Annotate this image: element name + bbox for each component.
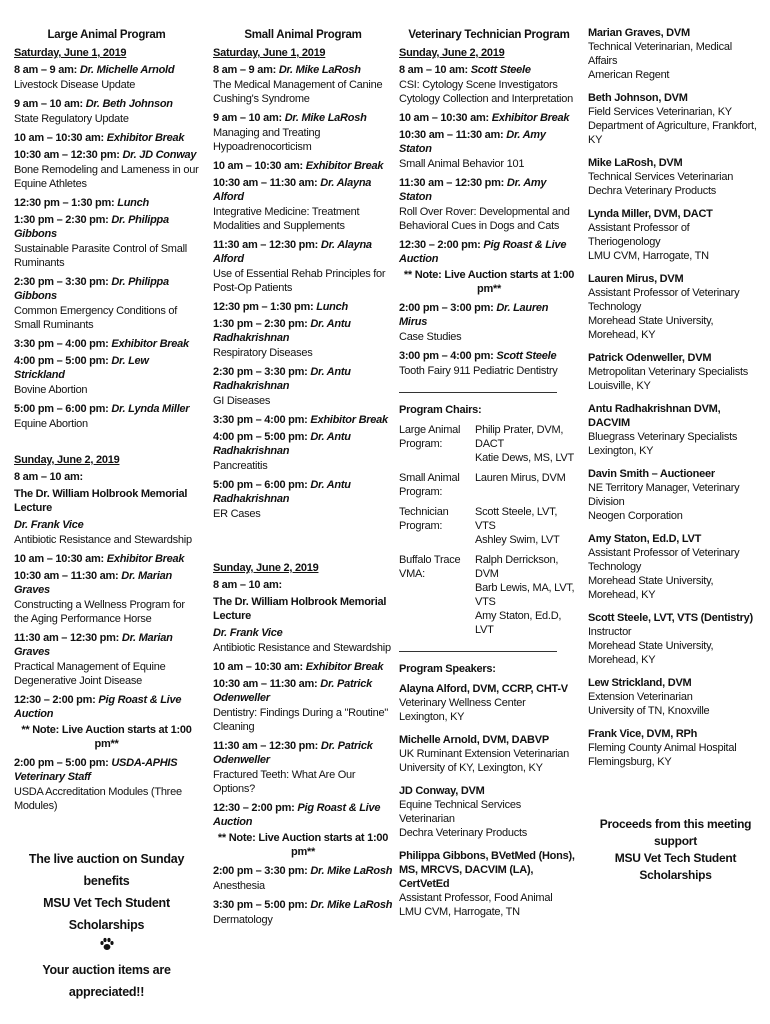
small-sunday-time: 8 am – 10 am: [213,579,282,591]
small-saturday-heading: Saturday, June 1, 2019 [213,47,326,59]
session-time: 10:30 am – 11:30 am: [213,177,318,189]
session-time: 2:30 pm – 3:30 pm: [14,276,109,288]
session-time: 12:30 pm – 1:30 pm: [14,197,115,209]
session-speaker: Exhibitor Break [106,553,185,565]
session-speaker: Scott Steele [496,350,557,362]
large-memorial-lecture: The Dr. William Holbrook Memorial Lecture [14,488,188,514]
session-speaker: Dr. Amy Staton [399,177,547,203]
session-time: 4:00 pm – 5:00 pm: [14,355,109,367]
session-time-line [14,148,199,162]
chair-names [475,471,566,499]
session-speaker: Exhibitor Break [310,414,388,426]
session-time-line [213,478,393,506]
speaker-affiliation: American Regent [588,69,670,81]
speaker-affiliation: Assistant Professor of Veterinary Technology [588,287,740,313]
session-time: 8 am – 9 am: [213,64,277,76]
session-speaker: Lunch [117,197,149,209]
session-topic: Use of Essential Rehab Principles for Post-Op Patients [213,268,386,294]
program-chair-row [399,471,579,499]
session-time: 10:30 am – 12:30 pm: [14,149,120,161]
large-saturday-heading: Saturday, June 1, 2019 [14,47,127,59]
chair-name: Katie Dews, MS, LVT [475,452,574,464]
session-time-line [14,402,199,416]
chair-name: Lauren Mirus, DVM [475,472,566,484]
session-time: 5:00 pm – 6:00 pm: [14,403,109,415]
speaker-name: Patrick Odenweller, DVM [588,352,712,364]
session-time-line [399,301,579,329]
session-topic: Bone Remodeling and Lameness in our Equine Athletes [14,164,199,190]
session-topic: Sustainable Parasite Control of Small Ruminants [14,243,187,269]
session-topic: Tooth Fairy 911 Pediatric Dentistry [399,365,558,377]
small-saturday-schedule [213,63,393,521]
speaker-affiliation: University of TN, Knoxville [588,705,710,717]
divider [399,392,557,393]
session-topic: GI Diseases [213,395,271,407]
session-time-line [399,349,579,363]
session-speaker: Dr. Amy Staton [399,129,546,155]
session-speaker: Dr. Mike LaRosh [278,64,361,76]
session-time: 3:30 pm – 5:00 pm: [213,899,308,911]
session-time: 12:30 – 2:00 pm: [399,239,481,251]
speaker-name: Alayna Alford, DVM, CCRP, CHT-V [399,683,568,695]
session-time-line [213,365,393,393]
session-time-line [14,275,199,303]
session-topic: Small Animal Behavior 101 [399,158,525,170]
small-memorial-speaker: Dr. Frank Vice [213,627,283,639]
session-topic: Managing and Treating Hypoadrenocorticism [213,127,321,153]
speaker-name: Marian Graves, DVM [588,27,690,39]
speaker-name: Lew Strickland, DVM [588,677,692,689]
speaker-affiliation: NE Territory Manager, Veterinary Division [588,482,740,508]
large-animal-header: Large Animal Program [47,29,166,41]
session-time-line [399,238,579,266]
speaker-entry [399,784,579,840]
proceeds-line-1: Proceeds from this meeting support [599,817,752,848]
speaker-affiliation: Morehead State University, Morehead, KY [588,315,714,341]
session-speaker: Exhibitor Break [305,160,384,172]
session-speaker: Dr. Antu Radhakrishnan [213,318,351,344]
session-time-line [213,111,393,125]
chair-role: Buffalo Trace VMA: [399,554,461,580]
session-speaker: Exhibitor Break [491,112,570,124]
vet-tech-column [399,20,579,928]
session-topic: Pancreatitis [213,460,268,472]
session-time: 2:00 pm – 3:30 pm: [213,865,308,877]
speaker-affiliation: Equine Technical Services Veterinarian [399,799,521,825]
session-speaker: Dr. Antu Radhakrishnan [213,431,351,457]
speaker-affiliation: Extension Veterinarian [588,691,693,703]
session-speaker: Scott Steele [470,64,531,76]
speaker-entry [588,727,763,769]
session-time-line [213,660,393,674]
session-time-line [213,63,393,77]
session-speaker: Dr. Patrick Odenweller [213,740,373,766]
large-sunday-schedule [14,552,199,813]
session-time-line [213,159,393,173]
session-time-line [213,677,393,705]
session-time-line [14,693,199,721]
speaker-name: JD Conway, DVM [399,785,485,797]
session-time: 12:30 – 2:00 pm: [213,802,295,814]
speaker-affiliation: LMU CVM, Harrogate, TN [399,906,520,918]
session-topic: Bovine Abortion [14,384,88,396]
session-time: 4:00 pm – 5:00 pm: [213,431,308,443]
session-time-line [213,317,393,345]
session-time: 2:00 pm – 3:00 pm: [399,302,494,314]
session-time-line [213,801,393,829]
paw-print-icon [14,936,199,959]
tech-sunday-schedule [399,63,579,378]
session-speaker: Dr. Beth Johnson [85,98,173,110]
speaker-entry [399,682,579,724]
session-topic: Constructing a Wellness Program for the Aging Performance Horse [14,599,185,625]
speaker-name: Scott Steele, LVT, VTS (Dentistry) [588,612,753,624]
session-speaker: Dr. Patrick Odenweller [213,678,372,704]
speaker-affiliation: Flemingsburg, KY [588,756,672,768]
speaker-affiliation: Fleming County Animal Hospital [588,742,737,754]
session-time: 10:30 am – 11:30 am: [14,570,119,582]
session-time-line [14,131,199,145]
speaker-affiliation: Metropolitan Veterinary Specialists [588,366,748,378]
session-time: 12:30 pm – 1:30 pm: [213,301,314,313]
program-speakers-list [399,682,579,919]
session-speaker: Exhibitor Break [106,132,185,144]
speaker-entry [588,676,763,718]
session-speaker: Dr. Antu Radhakrishnan [213,479,351,505]
session-topic: ER Cases [213,508,261,520]
chair-names [475,553,579,637]
session-topic: CSI: Cytology Scene Investigators Cytology Collection and Interpretation [399,79,573,105]
divider [399,651,557,652]
session-speaker: Dr. Marian Graves [14,632,173,658]
session-time: 10 am – 10:30 am: [399,112,489,124]
session-time: 1:30 pm – 2:30 pm: [213,318,308,330]
session-time: 10:30 am – 11:30 am: [399,129,504,141]
chair-role: Large Animal Program: [399,424,461,450]
chair-name: Philip Prater, DVM, DACT [475,424,564,450]
auction-callout [14,848,199,1003]
session-time-line [213,739,393,767]
speaker-name: Antu Radhakrishnan DVM, DACVIM [588,403,721,429]
session-time: 2:00 pm – 5:00 pm: [14,757,109,769]
speaker-entry [588,611,763,667]
large-animal-column [14,20,199,1003]
session-topic: Case Studies [399,331,462,343]
speaker-entry [588,207,763,263]
small-animal-header: Small Animal Program [244,29,362,41]
speaker-entry [588,532,763,602]
session-time-line [213,176,393,204]
speaker-affiliation: Louisville, KY [588,380,651,392]
session-time: 8 am – 10 am: [399,64,468,76]
session-time: 3:00 pm – 4:00 pm: [399,350,494,362]
speaker-affiliation: Assistant Professor of Theriogenology [588,222,690,248]
session-time: 10 am – 10:30 am: [213,160,303,172]
auction-callout-line-1: The live auction on Sunday benefits [28,852,185,888]
session-time-line [14,196,199,210]
session-topic: Equine Abortion [14,418,88,430]
speaker-affiliation: University of KY, Lexington, KY [399,762,543,774]
session-topic: Anesthesia [213,880,265,892]
session-time: 3:30 pm – 4:00 pm: [213,414,308,426]
large-saturday-schedule [14,63,199,431]
session-time: 10 am – 10:30 am: [14,553,104,565]
session-time-line [213,238,393,266]
session-topic: Livestock Disease Update [14,79,136,91]
program-speakers-list-continued [588,26,763,769]
program-chairs-title: Program Chairs: [399,404,482,416]
session-time-line [14,213,199,241]
speaker-name: Amy Staton, Ed.D, LVT [588,533,702,545]
small-memorial-lecture: The Dr. William Holbrook Memorial Lecture [213,596,387,622]
session-speaker: Dr. Mike LaRosh [284,112,367,124]
large-memorial-speaker: Dr. Frank Vice [14,519,84,531]
session-speaker: Dr. JD Conway [122,149,197,161]
session-time: 10 am – 10:30 am: [213,661,303,673]
session-topic: Roll Over Rover: Developmental and Behavioral Cues in Dogs and Cats [399,206,570,232]
session-speaker: Dr. Alayna Alford [213,177,372,203]
session-topic: Respiratory Diseases [213,347,313,359]
session-time-line [14,756,199,784]
chair-role: Small Animal Program: [399,472,460,498]
session-note: ** Note: Live Auction starts at 1:00 pm** [21,724,192,750]
session-topic: State Regulatory Update [14,113,129,125]
speaker-name: Mike LaRosh, DVM [588,157,683,169]
vet-tech-header: Veterinary Technician Program [408,29,570,41]
session-time-line [213,898,393,912]
session-speaker: USDA-APHIS Veterinary Staff [14,757,178,783]
session-speaker: Dr. Antu Radhakrishnan [213,366,351,392]
speaker-affiliation: Field Services Veterinarian, KY Department of Agriculture, Frankfort, KY [588,106,757,146]
session-time: 10:30 am – 11:30 am: [213,678,318,690]
speaker-name: Frank Vice, DVM, RPh [588,728,698,740]
session-time-line [14,569,199,597]
speaker-entry [399,733,579,775]
speaker-affiliation: Instructor [588,626,632,638]
session-time-line [213,864,393,878]
session-topic: Integrative Medicine: Treatment Modalities and Supplements [213,206,360,232]
speaker-entry [588,26,763,82]
speaker-entry [588,91,763,147]
chair-name: Amy Staton, Ed.D, LVT [475,610,562,636]
session-time-line [399,176,579,204]
session-speaker: Lunch [316,301,348,313]
speaker-name: Philippa Gibbons, BVetMed (Hons), MS, MRCVS, DACVIM (LA), CertVetEd [399,850,575,890]
chair-name: Ralph Derrickson, DVM [475,554,559,580]
session-time: 11:30 am – 12:30 pm: [213,740,319,752]
session-time: 10 am – 10:30 am: [14,132,104,144]
program-chair-row [399,505,579,547]
session-time: 1:30 pm – 2:30 pm: [14,214,109,226]
session-speaker: Pig Roast & Live Auction [399,239,567,265]
chair-names [475,505,579,547]
small-sunday-heading: Sunday, June 2, 2019 [213,562,319,574]
speaker-affiliation: Morehead State University, Morehead, KY [588,640,714,666]
speaker-entry [588,272,763,342]
session-time-line [399,128,579,156]
session-speaker: Dr. Lynda Miller [111,403,190,415]
chair-name: Barb Lewis, MA, LVT, VTS [475,582,575,608]
program-chair-row [399,423,579,465]
speaker-affiliation: Assistant Professor, Food Animal [399,892,553,904]
session-time: 8 am – 9 am: [14,64,78,76]
session-speaker: Dr. Alayna Alford [213,239,372,265]
auction-callout-line-2: MSU Vet Tech Student Scholarships [43,896,170,932]
session-speaker: Dr. Lew Strickland [14,355,149,381]
chair-name: Scott Steele, LVT, VTS [475,506,558,532]
large-sunday-time: 8 am – 10 am: [14,471,83,483]
session-time-line [399,63,579,77]
session-speaker: Dr. Michelle Arnold [79,64,175,76]
session-time: 11:30 am – 12:30 pm: [213,239,319,251]
chair-name: Ashley Swim, LVT [475,534,560,546]
session-note: ** Note: Live Auction starts at 1:00 pm** [217,832,389,858]
session-time-line [14,97,199,111]
session-speaker: Dr. Philippa Gibbons [14,276,169,302]
speaker-affiliation: Lexington, KY [588,445,654,457]
speakers-column [588,20,763,884]
speaker-entry [399,849,579,919]
session-topic: Practical Management of Equine Degenerative Joint Disease [14,661,166,687]
speaker-affiliation: Dechra Veterinary Products [588,185,717,197]
speaker-affiliation: Bluegrass Veterinary Specialists [588,431,738,443]
session-time: 5:00 pm – 6:00 pm: [213,479,308,491]
session-speaker: Dr. Mike LaRosh [310,899,393,911]
auction-callout-line-3: Your auction items are appreciated!! [42,963,171,999]
session-time: 11:30 am – 12:30 pm: [14,632,120,644]
speaker-affiliation: Assistant Professor of Veterinary Technology [588,547,740,573]
program-chair-row [399,553,579,637]
chair-names [475,423,579,465]
large-sunday-heading: Sunday, June 2, 2019 [14,454,120,466]
session-time-line [14,354,199,382]
speaker-affiliation: Dechra Veterinary Products [399,827,528,839]
session-time-line [14,63,199,77]
speaker-entry [588,402,763,458]
speaker-affiliation: Neogen Corporation [588,510,683,522]
small-sunday-schedule [213,660,393,927]
session-time: 3:30 pm – 4:00 pm: [14,338,109,350]
session-speaker: Dr. Philippa Gibbons [14,214,169,240]
speaker-affiliation: Veterinary Wellness Center [399,697,526,709]
speaker-affiliation: Morehead State University, Morehead, KY [588,575,714,601]
speaker-entry [588,351,763,393]
speaker-affiliation: LMU CVM, Harrogate, TN [588,250,709,262]
session-time: 2:30 pm – 3:30 pm: [213,366,308,378]
proceeds-line-2: MSU Vet Tech Student Scholarships [614,851,737,882]
session-time: 12:30 – 2:00 pm: [14,694,96,706]
program-speakers-title: Program Speakers: [399,663,496,675]
speaker-name: Lynda Miller, DVM, DACT [588,208,713,220]
speaker-affiliation: Lexington, KY [399,711,465,723]
tech-sunday-heading: Sunday, June 2, 2019 [399,47,505,59]
speaker-name: Davin Smith – Auctioneer [588,468,715,480]
speaker-affiliation: Technical Veterinarian, Medical Affairs [588,41,732,67]
session-topic: Common Emergency Conditions of Small Ruminants [14,305,178,331]
speaker-affiliation: UK Ruminant Extension Veterinarian [399,748,570,760]
chair-role: Technician Program: [399,506,449,532]
session-speaker: Dr. Lauren Mirus [399,302,549,328]
proceeds-callout [588,816,763,884]
session-time-line [213,430,393,458]
speaker-name: Beth Johnson, DVM [588,92,688,104]
session-time-line [213,300,393,314]
session-topic: USDA Accreditation Modules (Three Modules) [14,786,182,812]
session-time-line [213,413,393,427]
small-memorial-topic: Antibiotic Resistance and Stewardship [213,642,391,654]
session-speaker: Pig Roast & Live Auction [213,802,381,828]
speaker-entry [588,467,763,523]
session-speaker: Exhibitor Break [111,338,189,350]
session-time-line [399,111,579,125]
session-time: 9 am – 10 am: [213,112,282,124]
session-topic: Dentistry: Findings During a "Routine" Cleaning [213,707,389,733]
session-time-line [14,337,199,351]
speaker-affiliation: Technical Services Veterinarian [588,171,734,183]
session-topic: The Medical Management of Canine Cushing's Syndrome [213,79,383,105]
session-time: 11:30 am – 12:30 pm: [399,177,505,189]
speaker-name: Michelle Arnold, DVM, DABVP [399,734,549,746]
large-memorial-topic: Antibiotic Resistance and Stewardship [14,534,192,546]
speaker-entry [588,156,763,198]
session-speaker: Exhibitor Break [305,661,384,673]
speaker-name: Lauren Mirus, DVM [588,273,684,285]
session-time-line [14,552,199,566]
session-speaker: Pig Roast & Live Auction [14,694,182,720]
session-speaker: Dr. Marian Graves [14,570,172,596]
small-animal-column [213,20,393,932]
session-speaker: Dr. Mike LaRosh [310,865,393,877]
program-chairs-list [399,423,579,637]
session-topic: Fractured Teeth: What Are Our Options? [213,769,356,795]
session-time-line [14,631,199,659]
session-topic: Dermatology [213,914,273,926]
session-time: 9 am – 10 am: [14,98,83,110]
session-note: ** Note: Live Auction starts at 1:00 pm** [403,269,575,295]
